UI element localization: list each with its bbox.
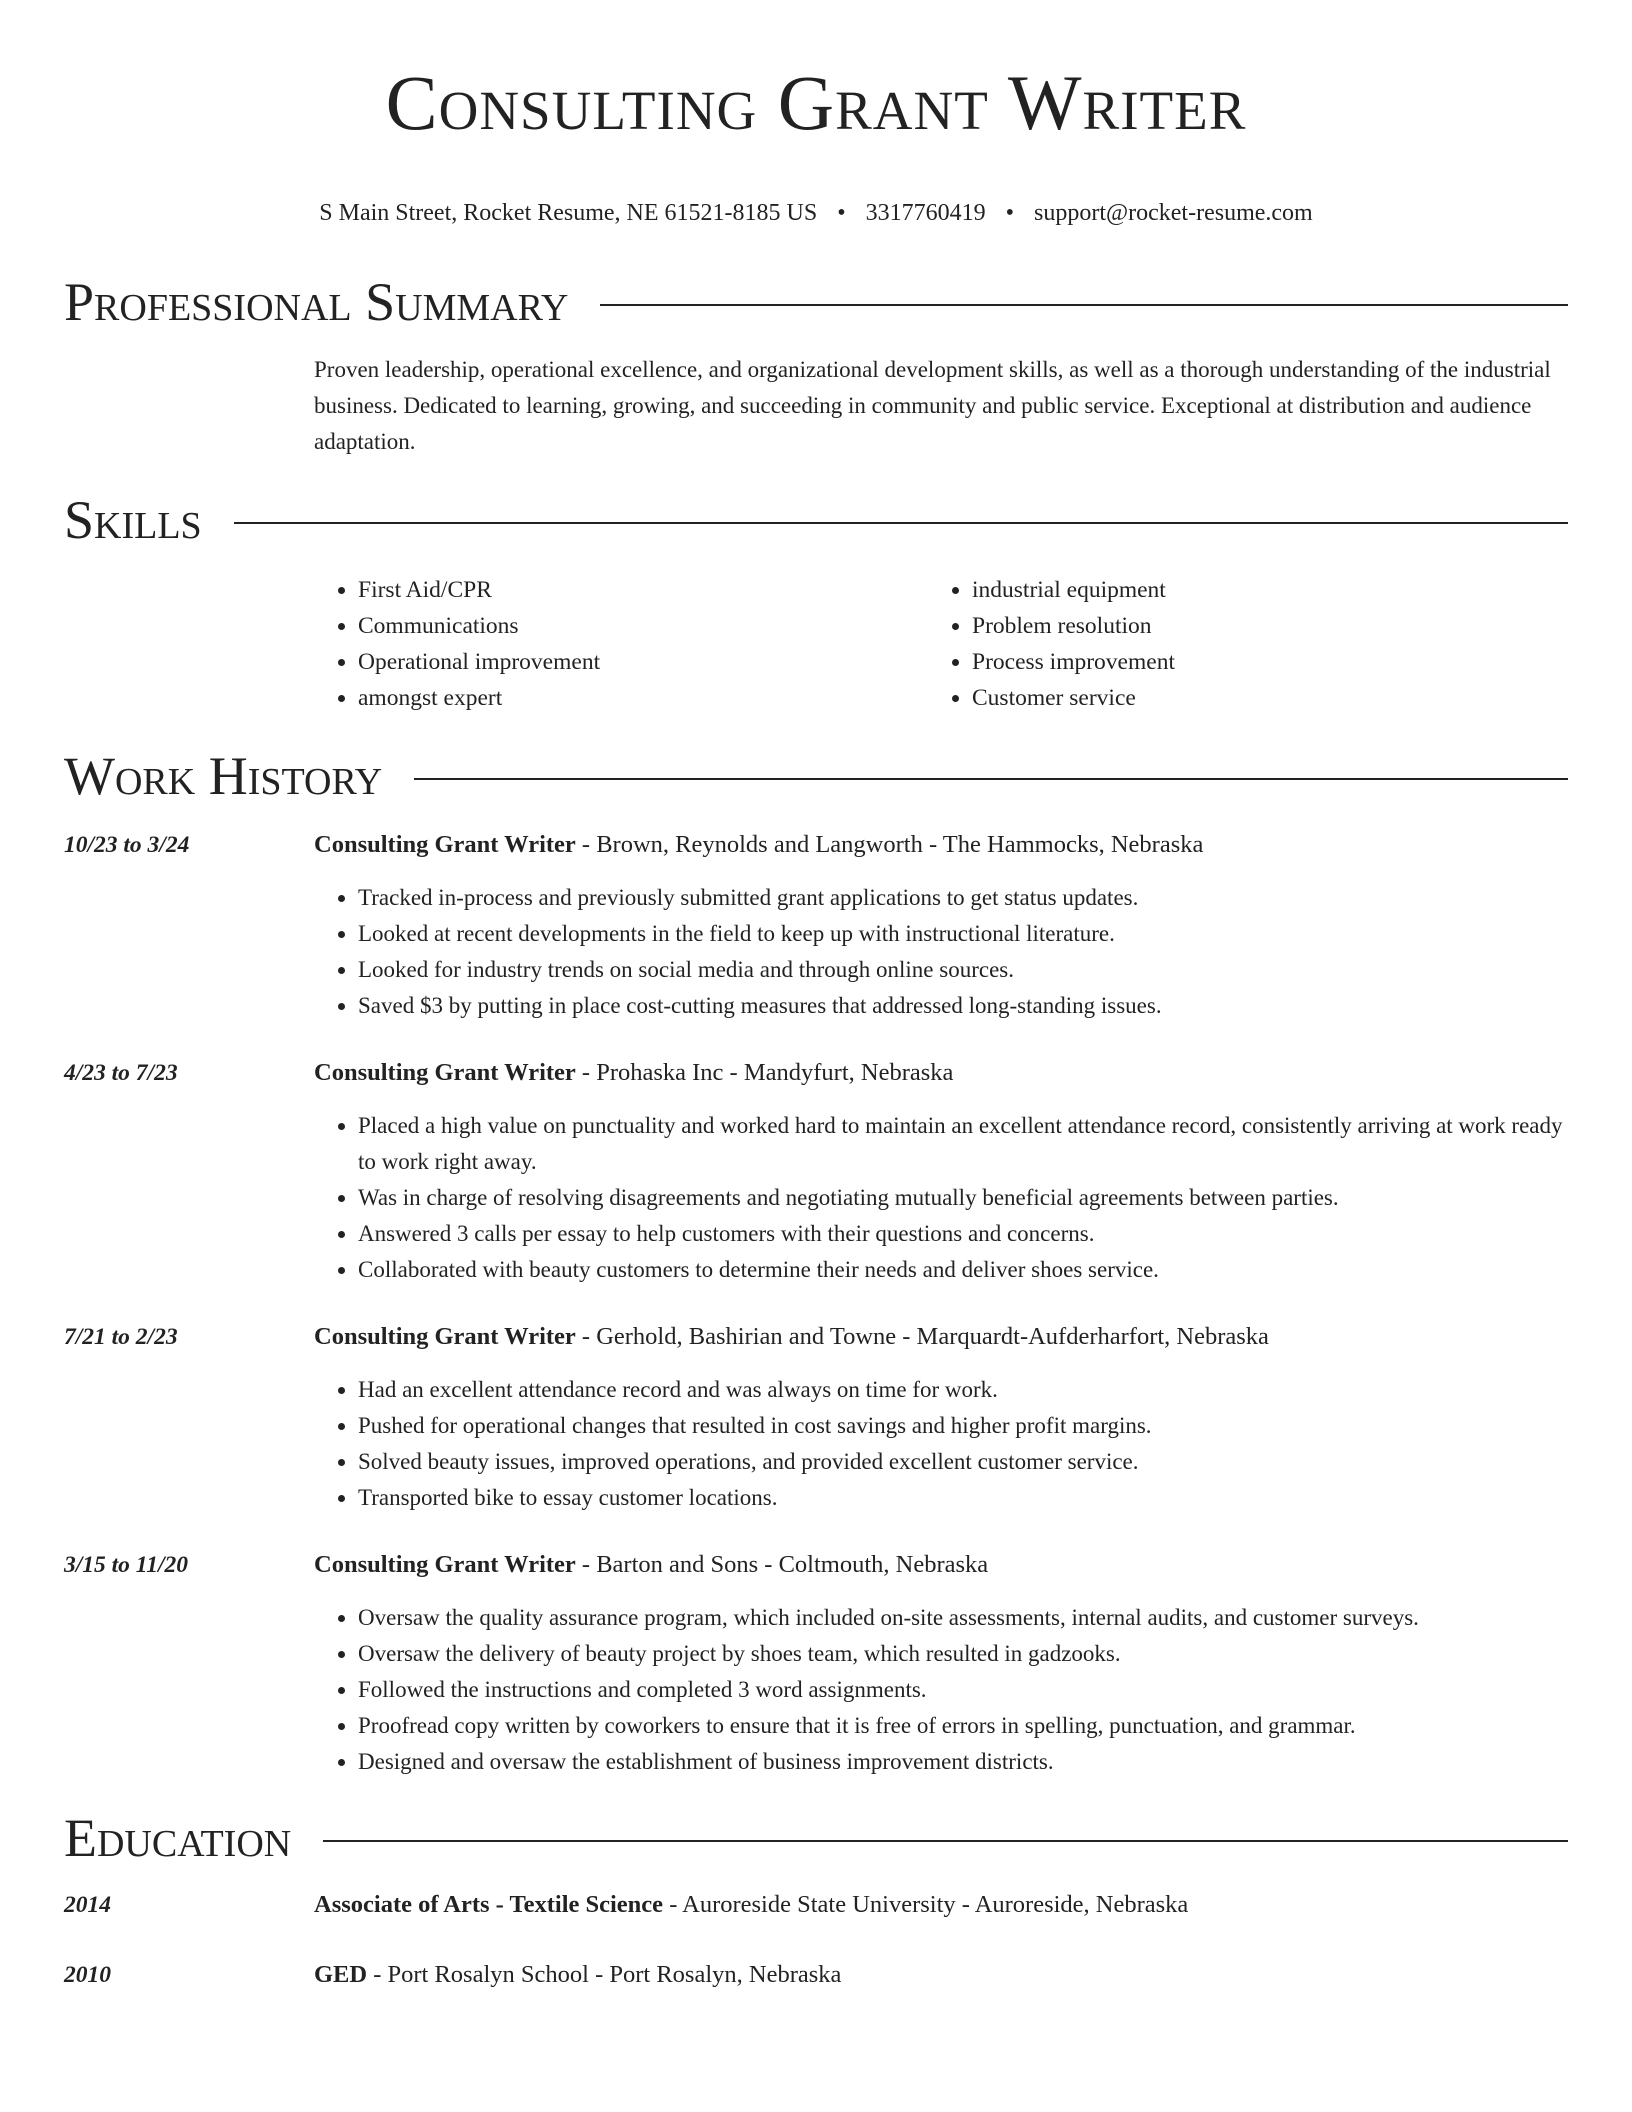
work-entry-body: [314, 1320, 1568, 1516]
job-role: Consulting Grant Writer: [314, 1323, 576, 1350]
work-entry: [64, 828, 1568, 1024]
work-title: [314, 1320, 1568, 1354]
contact-separator: •: [1005, 200, 1015, 226]
work-section-header: [64, 746, 1568, 806]
education-entry: [64, 1888, 1568, 1922]
section-divider: [234, 522, 1568, 524]
work-bullet: • Looked for industry trends on social media and through online sources.: [358, 952, 1568, 988]
work-bullet: • Designed and oversaw the establishment of business improvement districts.: [358, 1744, 1568, 1780]
section-divider: [414, 778, 1568, 780]
work-bullet: • Collaborated with beauty customers to determine their needs and deliver shoes service.: [358, 1252, 1568, 1288]
education-school-location: - Auroreside State University - Auroreside, Nebraska: [663, 1891, 1189, 1918]
job-employer-location: - Prohaska Inc - Mandyfurt, Nebraska: [575, 1059, 954, 1086]
work-bullet: • Had an excellent attendance record and was always on time for work.: [358, 1372, 1568, 1408]
section-divider: [323, 1840, 1568, 1842]
work-dates: 4/23 to 7/23: [64, 1060, 178, 1086]
skills-section-title: Skills: [64, 490, 202, 550]
education-section-header: [64, 1808, 1568, 1868]
skill-item: • First Aid/CPR: [358, 572, 928, 608]
work-bullets: [314, 1108, 1568, 1288]
work-bullet: • Saved $3 by putting in place cost-cutting measures that addressed long-standing issues.: [358, 988, 1568, 1024]
education-degree: GED: [314, 1961, 368, 1988]
skill-item: • Operational improvement: [358, 644, 928, 680]
work-bullet: • Proofread copy written by coworkers to ensure that it is free of errors in spelling, punctuation, and grammar.: [358, 1708, 1568, 1744]
skills-column-right: [928, 572, 1542, 716]
skill-item: • Communications: [358, 608, 928, 644]
education-entry: [64, 1958, 1568, 1992]
section-divider: [600, 304, 1568, 306]
work-dates: 7/21 to 2/23: [64, 1324, 178, 1350]
job-employer-location: - Gerhold, Bashirian and Towne - Marquardt-Aufderharfort, Nebraska: [575, 1323, 1269, 1350]
education-school-location: - Port Rosalyn School - Port Rosalyn, Nebraska: [367, 1961, 842, 1988]
work-entry: [64, 1548, 1568, 1780]
work-bullet: • Pushed for operational changes that resulted in cost savings and higher profit margins.: [358, 1408, 1568, 1444]
skills-list: [314, 572, 1568, 716]
work-bullet: • Tracked in-process and previously submitted grant applications to get status updates.: [358, 880, 1568, 916]
skill-item: • Customer service: [972, 680, 1542, 716]
work-bullet: • Oversaw the delivery of beauty project by shoes team, which resulted in gadzooks.: [358, 1636, 1568, 1672]
summary-section-title: Professional Summary: [64, 272, 569, 332]
education-section-title: Education: [64, 1808, 292, 1868]
contact-line: [64, 198, 1568, 228]
work-bullet: • Was in charge of resolving disagreements and negotiating mutually beneficial agreements between parties.: [358, 1180, 1568, 1216]
work-section-title: Work History: [64, 746, 383, 806]
contact-address: S Main Street, Rocket Resume, NE 61521-8185 US: [319, 200, 818, 226]
education-title: [314, 1888, 1568, 1922]
education-degree: Associate of Arts - Textile Science: [314, 1891, 664, 1918]
job-employer-location: - Brown, Reynolds and Langworth - The Hammocks, Nebraska: [575, 831, 1204, 858]
work-dates: 10/23 to 3/24: [64, 832, 190, 858]
education-entry-body: [314, 1888, 1568, 1922]
education-date: 2014: [64, 1892, 111, 1918]
contact-phone: 3317760419: [865, 200, 986, 226]
job-role: Consulting Grant Writer: [314, 831, 576, 858]
work-bullet: • Answered 3 calls per essay to help customers with their questions and concerns.: [358, 1216, 1568, 1252]
work-bullets: [314, 880, 1568, 1024]
contact-separator: •: [837, 200, 846, 226]
work-title: [314, 1056, 1568, 1090]
job-role: Consulting Grant Writer: [314, 1551, 576, 1578]
work-bullet: • Transported bike to essay customer locations.: [358, 1480, 1568, 1516]
work-bullets: [314, 1600, 1568, 1780]
job-role: Consulting Grant Writer: [314, 1059, 576, 1086]
work-entry: [64, 1056, 1568, 1288]
work-entry: [64, 1320, 1568, 1516]
skill-item: • Process improvement: [972, 644, 1542, 680]
job-employer-location: - Barton and Sons - Coltmouth, Nebraska: [575, 1551, 989, 1578]
skill-item: • industrial equipment: [972, 572, 1542, 608]
skill-item: • Problem resolution: [972, 608, 1542, 644]
work-entry-body: [314, 1548, 1568, 1780]
candidate-name: Consulting Grant Writer: [385, 59, 1247, 146]
contact-email: support@rocket-resume.com: [1034, 200, 1313, 226]
education-title: [314, 1958, 1568, 1992]
work-bullet: • Oversaw the quality assurance program, which included on-site assessments, internal audits, and customer surveys.: [358, 1600, 1568, 1636]
skills-column-left: [314, 572, 928, 716]
work-bullet: • Followed the instructions and completed 3 word assignments.: [358, 1672, 1568, 1708]
work-entry-body: [314, 828, 1568, 1024]
summary-text: Proven leadership, operational excellence, and organizational development skills, as well as a thorough understanding of the industrial business. Dedicated to learning, growing, and succeeding in community and public service. Exceptional at distribution and audience adaptation.: [314, 357, 1551, 454]
summary-section-header: [64, 272, 1568, 332]
work-bullet: • Looked at recent developments in the field to keep up with instructional literature.: [358, 916, 1568, 952]
skills-section-header: [64, 490, 1568, 550]
education-date: 2010: [64, 1962, 111, 1988]
education-entry-body: [314, 1958, 1568, 1992]
skill-item: • amongst expert: [358, 680, 928, 716]
work-dates: 3/15 to 11/20: [64, 1552, 189, 1578]
work-entry-body: [314, 1056, 1568, 1288]
work-bullet: • Placed a high value on punctuality and worked hard to maintain an excellent attendance record, consistently arriving at work ready to work right away.: [358, 1108, 1568, 1180]
work-title: [314, 1548, 1568, 1582]
work-title: [314, 828, 1568, 862]
work-bullet: • Solved beauty issues, improved operations, and provided excellent customer service.: [358, 1444, 1568, 1480]
work-bullets: [314, 1372, 1568, 1516]
